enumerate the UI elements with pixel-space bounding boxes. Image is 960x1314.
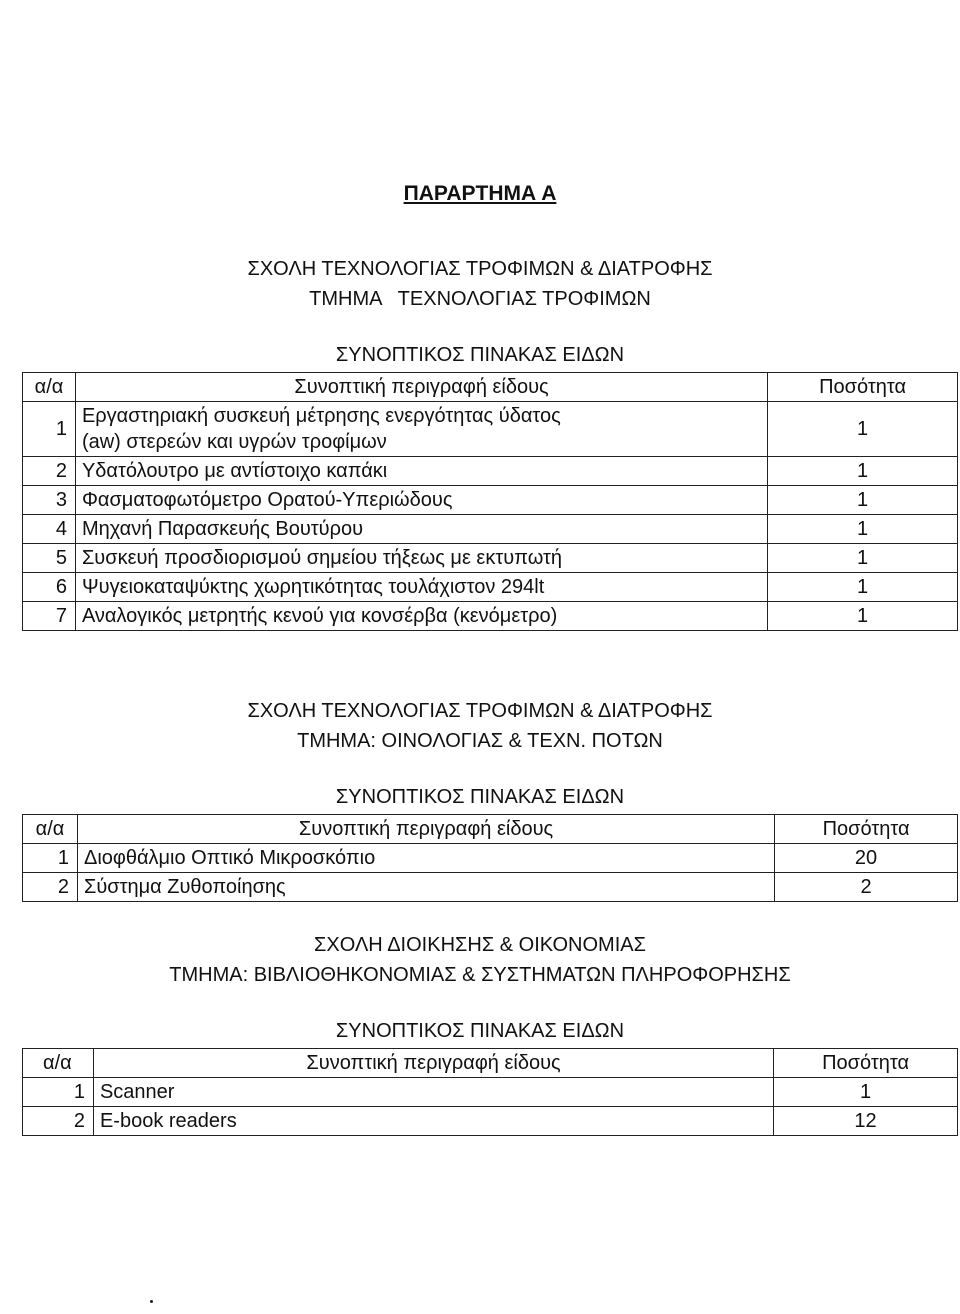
row-description: Φασματοφωτόμετρο Ορατού-Υπεριώδους: [75, 486, 767, 515]
row-number: 4: [23, 515, 76, 544]
table-row: [23, 1107, 958, 1136]
header-description: Συνοπτική περιγραφή είδους: [93, 1049, 773, 1078]
row-quantity: 1: [768, 515, 958, 544]
row-number: 6: [23, 573, 76, 602]
row-quantity: 1: [768, 402, 958, 457]
school-heading-1: ΣΧΟΛΗ ΤΕΧΝΟΛΟΓΙΑΣ ΤΡΟΦΙΜΩΝ & ΔΙΑΤΡΟΦΗΣ: [247, 258, 713, 280]
header-quantity: Ποσότητα: [768, 373, 958, 402]
table-row: [23, 402, 958, 457]
table-title-2: ΣΥΝΟΠΤΙΚΟΣ ΠΙΝΑΚΑΣ ΕΙΔΩΝ: [335, 786, 625, 808]
table-title-1: ΣΥΝΟΠΤΙΚΟΣ ΠΙΝΑΚΑΣ ΕΙΔΩΝ: [335, 344, 625, 366]
row-description: Αναλογικός μετρητής κενού για κονσέρβα (κενόμετρο): [75, 602, 767, 631]
table-title-3: ΣΥΝΟΠΤΙΚΟΣ ΠΙΝΑΚΑΣ ΕΙΔΩΝ: [335, 1020, 625, 1042]
table-row: [23, 844, 958, 873]
row-description: Υδατόλουτρο με αντίστοιχο καπάκι: [75, 457, 767, 486]
row-quantity: 12: [774, 1107, 958, 1136]
table-row: [23, 873, 958, 902]
row-number: 1: [23, 844, 78, 873]
row-number: 3: [23, 486, 76, 515]
table-row: [23, 602, 958, 631]
row-description: E-book readers: [93, 1107, 773, 1136]
row-number: 5: [23, 544, 76, 573]
table-header-row: [23, 815, 958, 844]
header-aa: α/α: [23, 815, 78, 844]
school-heading-3: ΣΧΟΛΗ ΔΙΟΙΚΗΣΗΣ & ΟΙΚΟΝΟΜΙΑΣ: [314, 934, 646, 956]
row-number: 2: [23, 873, 78, 902]
row-number: 1: [23, 402, 76, 457]
row-quantity: 1: [768, 544, 958, 573]
table-header-row: [23, 1049, 958, 1078]
scan-speck: [150, 1300, 153, 1303]
row-quantity: 2: [775, 873, 958, 902]
header-aa: α/α: [23, 1049, 94, 1078]
row-description: Συσκευή προσδιορισμού σημείου τήξεως με εκτυπωτή: [75, 544, 767, 573]
table-row: [23, 544, 958, 573]
row-description: Μηχανή Παρασκευής Βουτύρου: [75, 515, 767, 544]
table-header-row: [23, 373, 958, 402]
header-aa: α/α: [23, 373, 76, 402]
row-quantity: 20: [775, 844, 958, 873]
row-quantity: 1: [768, 486, 958, 515]
table-row: [23, 515, 958, 544]
table-row: [23, 1078, 958, 1107]
items-table-1: [22, 372, 958, 631]
header-quantity: Ποσότητα: [774, 1049, 958, 1078]
row-number: 1: [23, 1078, 94, 1107]
header-description: Συνοπτική περιγραφή είδους: [75, 373, 767, 402]
row-quantity: 1: [774, 1078, 958, 1107]
row-description: Ψυγειοκαταψύκτης χωρητικότητας τουλάχιστον 294lt: [75, 573, 767, 602]
row-quantity: 1: [768, 573, 958, 602]
department-heading-2: ΤΜΗΜΑ: ΟΙΝΟΛΟΓΙΑΣ & ΤΕΧΝ. ΠΟΤΩΝ: [297, 730, 663, 752]
table-row: [23, 573, 958, 602]
row-description: Διοφθάλμιο Οπτικό Μικροσκόπιο: [77, 844, 774, 873]
department-heading-1: ΤΜΗΜΑ ΤΕΧΝΟΛΟΓΙΑΣ ΤΡΟΦΙΜΩΝ: [309, 288, 651, 310]
row-description: Σύστημα Ζυθοποίησης: [77, 873, 774, 902]
row-number: 2: [23, 1107, 94, 1136]
header-description: Συνοπτική περιγραφή είδους: [77, 815, 774, 844]
row-quantity: 1: [768, 457, 958, 486]
table-row: [23, 457, 958, 486]
table-row: [23, 486, 958, 515]
school-heading-2: ΣΧΟΛΗ ΤΕΧΝΟΛΟΓΙΑΣ ΤΡΟΦΙΜΩΝ & ΔΙΑΤΡΟΦΗΣ: [247, 700, 713, 722]
row-number: 7: [23, 602, 76, 631]
row-description: Scanner: [93, 1078, 773, 1107]
items-table-2: [22, 814, 958, 902]
row-quantity: 1: [768, 602, 958, 631]
items-table-3: [22, 1048, 958, 1136]
page-title: ΠΑΡΑΡΤΗΜΑ Α: [403, 182, 557, 205]
header-quantity: Ποσότητα: [775, 815, 958, 844]
department-heading-3: ΤΜΗΜΑ: ΒΙΒΛΙΟΘΗΚΟΝΟΜΙΑΣ & ΣΥΣΤΗΜΑΤΩΝ ΠΛΗΡΟΦΟΡΗΣΗΣ: [169, 964, 791, 986]
row-description: Εργαστηριακή συσκευή μέτρησης ενεργότητας ύδατος (aw) στερεών και υγρών τροφίμων: [75, 402, 767, 457]
row-number: 2: [23, 457, 76, 486]
